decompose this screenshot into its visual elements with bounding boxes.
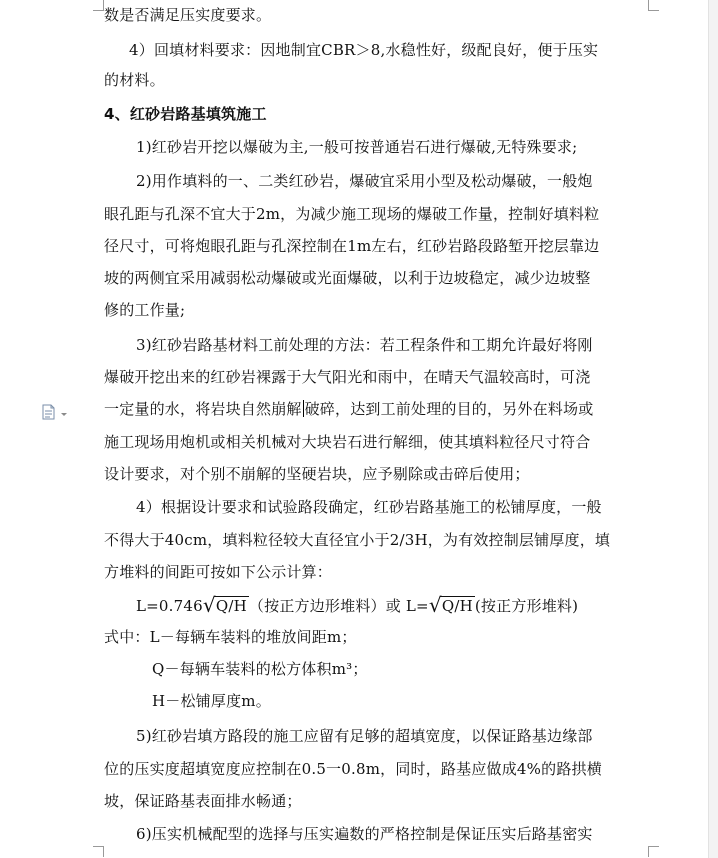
paragraph-start: 1)红砂岩开挖以爆破为主,一般可按普通岩石进行爆破,无特殊要求; [136, 138, 578, 156]
text-line: 施工现场用炮机或相关机械对大块岩石进行解细，使其填料粒径尺寸符合 [104, 433, 591, 451]
text-line: 爆破开挖出来的红砂岩裸露于大气阳光和雨中，在晴天气温较高时，可浇 [104, 368, 591, 386]
radical-sign-icon: √ [202, 593, 216, 617]
paragraph-start: 4）根据设计要求和试验路段确定，红砂岩路基施工的松铺厚度，一般 [136, 498, 602, 516]
paragraph-start: 2)用作填料的一、二类红砂岩，爆破宜采用小型及松动爆破，一般炮 [136, 172, 593, 190]
text-cursor [303, 400, 304, 417]
formula-suffix: (按正方形堆料) [474, 597, 579, 615]
text-segment: 破碎，达到工前处理的目的，另外在料场或 [304, 400, 594, 418]
margin-corner-bottom-left [93, 846, 104, 857]
vertical-scrollbar[interactable] [708, 0, 718, 858]
text-line: 数是否满足压实度要求。 [104, 6, 272, 24]
text-line: 径尺寸，可将炮眼孔距与孔深控制在1m左右，红砂岩路段路堑开挖层靠边 [104, 237, 600, 255]
text-line [104, 399, 644, 419]
margin-corner-bottom-right [648, 846, 659, 857]
square-root [428, 593, 475, 617]
text-line: 方堆料的间距可按如下公示计算： [104, 563, 333, 581]
text-line: 坡的两侧宜采用减弱松动爆破或光面爆破，以利于边坡稳定，减少边坡整 [104, 269, 591, 287]
formula-line [104, 593, 676, 617]
margin-corner-top-right [648, 0, 659, 11]
text-line: 眼孔距与孔深不宜大于2m，为减少施工现场的爆破工作量，控制好填料粒 [104, 205, 600, 223]
text-segment: 一定量的水，将岩块自然崩解 [104, 400, 302, 418]
radicand: Q/H [441, 597, 473, 615]
formula-middle: （按正方边形堆料）或 L= [248, 597, 429, 615]
formula-legend: H－松铺厚度m。 [152, 692, 271, 710]
square-root [202, 593, 249, 617]
formula-legend: 式中：L－每辆车装料的堆放间距m； [104, 628, 357, 646]
paragraph-start: 6)压实机械配型的选择与压实遍数的严格控制是保证压实后路基密实 [136, 825, 593, 843]
text-line: 修的工作量; [104, 301, 186, 319]
text-line: 位的压实度超填宽度应控制在0.5一0.8m，同时，路基应做成4%的路拱横 [104, 760, 602, 778]
radicand: Q/H [215, 597, 247, 615]
section-heading: 4、红砂岩路基填筑施工 [104, 105, 267, 123]
paragraph-start: 3)红砂岩路基材料工前处理的方法：若工程条件和工期允许最好将刚 [136, 336, 593, 354]
paragraph-start: 5)红砂岩填方路段的施工应留有足够的超填宽度，以保证路基边缘部 [136, 727, 593, 745]
radical-sign-icon: √ [428, 593, 442, 617]
formula-prefix: L=0.746 [136, 597, 203, 615]
text-line: 坡，保证路基表面排水畅通； [104, 792, 302, 810]
paragraph-start: 4）回填材料要求：因地制宜CBR＞8,水稳性好，级配良好，便于压实 [129, 41, 599, 59]
document-anchor-icon[interactable] [42, 404, 70, 420]
text-line: 不得大于40cm，填料粒径较大直径宜小于2/3H，为有效控制层铺厚度，填 [104, 531, 611, 549]
text-line: 设计要求，对个别不崩解的坚硬岩块，应予剔除或击碎后使用； [104, 465, 530, 483]
formula-legend: Q－每辆车装料的松方体积m³； [152, 660, 368, 678]
margin-corner-top-left [93, 0, 104, 11]
text-line: 的材料。 [104, 71, 165, 89]
